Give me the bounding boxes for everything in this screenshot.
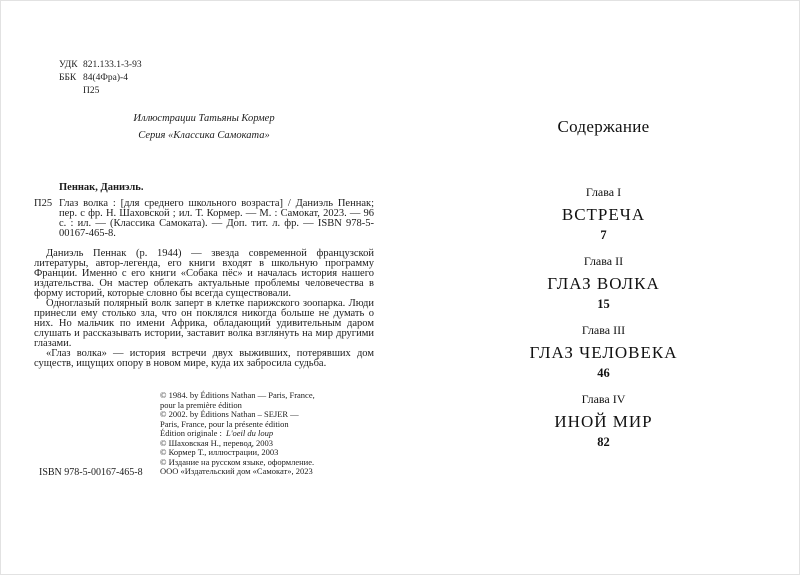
annotation-paragraph-2: Одноглазый полярный волк заперт в клетке парижского зоопарка. Люди принесли ему столько зла, что он поклялся никогда больше не думать о них. Но мальчик по имени Африка, обладающий удивительным даром слушать и рассказывать истории, заставит волка взглянуть на мир другими глазами. bbox=[34, 298, 374, 349]
bib-author-sign: П25 bbox=[34, 198, 53, 209]
toc-chapter-label: Глава IV bbox=[581, 392, 626, 406]
bbk-row bbox=[59, 72, 142, 85]
bib-description: Глаз волка : [для среднего школьного возраста] / Даниэль Пеннак; пер. с фр. Н. Шаховской ; ил. Т. Кормер. — М. : Самокат, 2023. — 96 с. : ил. — (Классика Самоката). — Доп. тит. л. фр. — ISBN 978-5-00167-465-8. bbox=[59, 198, 374, 239]
copyright-line: pour la première édition bbox=[160, 399, 242, 410]
annotation-block bbox=[34, 249, 374, 369]
imprint-block bbox=[59, 59, 142, 98]
edition-originale-label: Édition originale : bbox=[160, 428, 222, 438]
series-credit: Серия «Классика Самоката» bbox=[138, 130, 270, 141]
bib-author: Пеннак, Даниэль. bbox=[59, 182, 144, 193]
toc-title: Содержание bbox=[557, 117, 650, 136]
udk-label: УДК bbox=[59, 60, 78, 70]
copyright-block bbox=[160, 391, 315, 477]
author-sign-row bbox=[59, 85, 142, 98]
copyright-line: ООО «Издательский дом «Самокат», 2023 bbox=[160, 466, 313, 476]
illustrations-credit: Иллюстрации Татьяны Кормер bbox=[133, 113, 275, 124]
annotation-paragraph-1: Даниэль Пеннак (р. 1944) — звезда современной французской литературы, автор-легенда, его книги входят в школьную программу Франции. Именно с его книги «Собака пёс» и началась история нашего издательства. Он мастер облекать актуальные проблемы человечества в форму историй, которые словно бы всегда существовали. bbox=[34, 248, 374, 299]
toc-entry bbox=[481, 392, 726, 449]
credits-block bbox=[34, 110, 374, 144]
toc-chapter-title: ИНОЙ МИР bbox=[554, 412, 653, 431]
toc-chapter-title: ГЛАЗ ВОЛКА bbox=[547, 274, 660, 293]
bibliographic-record bbox=[34, 182, 374, 239]
right-page bbox=[401, 1, 800, 575]
annotation-paragraph-3: «Глаз волка» — история встречи двух выживших, потерявших дом существ, ищущих опору в новом мире, куда их забросила судьба. bbox=[34, 348, 374, 369]
copyright-line: © Кормер Т., иллюстрации, 2003 bbox=[160, 447, 279, 457]
toc-page-number: 46 bbox=[597, 366, 610, 380]
bbk-label: ББК bbox=[59, 73, 77, 83]
toc-page-number: 82 bbox=[597, 435, 610, 449]
author-sign-spacer bbox=[59, 85, 83, 98]
author-sign: П25 bbox=[83, 86, 100, 96]
isbn-line: ISBN 978-5-00167-465-8 bbox=[39, 467, 143, 478]
copyright-line: Paris, France, pour la présente édition bbox=[160, 418, 289, 429]
udk-row bbox=[59, 59, 142, 72]
copyright-line: © 1984. by Éditions Nathan — Paris, France, bbox=[160, 390, 315, 400]
copyright-line: © Издание на русском языке, оформление. bbox=[160, 456, 315, 467]
toc-chapter-label: Глава I bbox=[585, 185, 622, 199]
toc-chapter-title: ВСТРЕЧА bbox=[561, 205, 646, 224]
toc-entry bbox=[481, 185, 726, 242]
bbk-value: 84(4Фра)-4 bbox=[83, 73, 128, 83]
copyright-line: © Шаховская Н., перевод, 2003 bbox=[160, 437, 274, 448]
toc-chapter-label: Глава III bbox=[581, 323, 626, 337]
toc-list bbox=[481, 185, 726, 461]
udk-value: 821.133.1-3-93 bbox=[83, 60, 142, 70]
bib-entry bbox=[34, 199, 374, 239]
left-page bbox=[1, 1, 401, 575]
toc-chapter-label: Глава II bbox=[583, 254, 624, 268]
toc-entry bbox=[481, 323, 726, 380]
copyright-line: © 2002. by Éditions Nathan – SEJER — bbox=[160, 409, 299, 419]
toc-entry bbox=[481, 254, 726, 311]
edition-originale-title: L'oeil du loup bbox=[225, 428, 274, 438]
toc-page-number: 7 bbox=[600, 228, 607, 242]
toc-page-number: 15 bbox=[597, 297, 610, 311]
toc-chapter-title: ГЛАЗ ЧЕЛОВЕКА bbox=[529, 343, 678, 362]
